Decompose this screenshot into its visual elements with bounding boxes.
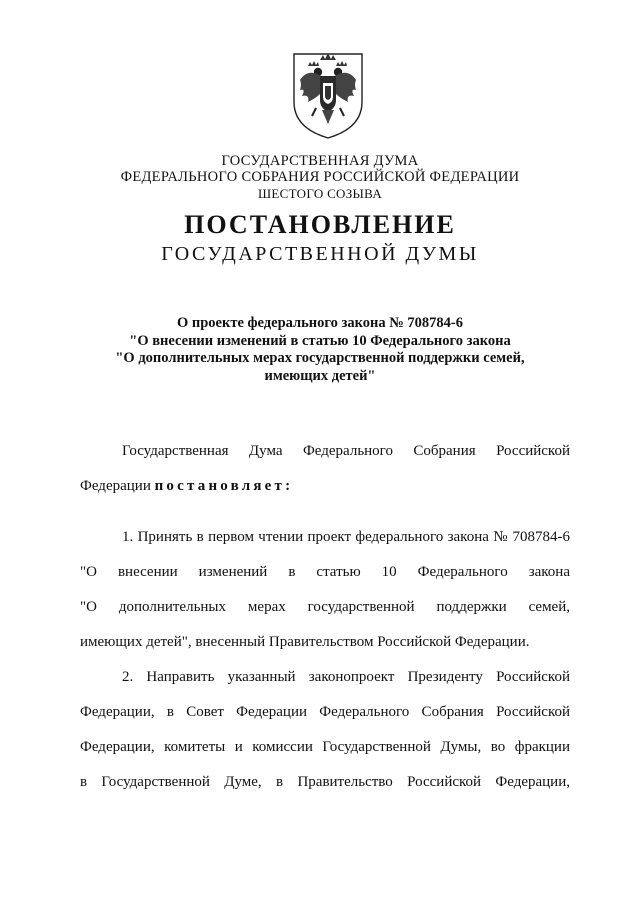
convocation-label: ШЕСТОГО СОЗЫВА bbox=[257, 186, 383, 201]
paragraph-line: Федерации, в Совет Федерации Федерального Собрания Российской bbox=[80, 704, 570, 720]
paragraph-line: 2. Направить указанный законопроект Президенту Российской bbox=[122, 669, 570, 685]
subject-line: "О внесении изменений в статью 10 Федерального закона bbox=[129, 332, 511, 349]
document-issuer-title: ГОСУДАРСТВЕННОЙ ДУМЫ bbox=[161, 243, 479, 265]
coat-of-arms-icon bbox=[290, 50, 366, 140]
paragraph-line: имеющих детей", внесенный Правительством Российской Федерации. bbox=[80, 634, 530, 650]
resolution-item-1 bbox=[80, 520, 570, 660]
document-type-title: ПОСТАНОВЛЕНИЕ bbox=[184, 210, 456, 239]
preamble-text: Федерации bbox=[80, 478, 155, 494]
org-name-line2: ФЕДЕРАЛЬНОГО СОБРАНИЯ РОССИЙСКОЙ ФЕДЕРАЦИИ bbox=[120, 169, 520, 185]
operative-word: постановляет: bbox=[154, 478, 294, 494]
resolution-subject bbox=[0, 315, 640, 385]
paragraph-line: в Государственной Думе, в Правительство Российской Федерации, bbox=[80, 774, 570, 790]
preamble-line: Государственная Дума Федерального Собрания Российской bbox=[122, 443, 570, 459]
subject-line: "О дополнительных мерах государственной поддержки семей, bbox=[115, 350, 525, 366]
preamble-line bbox=[80, 469, 570, 504]
org-name-line1: ГОСУДАРСТВЕННАЯ ДУМА bbox=[221, 153, 419, 169]
paragraph-line: Федерации, комитеты и комиссии Государственной Думы, во фракции bbox=[80, 739, 570, 755]
paragraph-line: 1. Принять в первом чтении проект федерального закона № 708784-6 bbox=[122, 529, 570, 545]
preamble bbox=[80, 434, 570, 504]
resolution-item-2 bbox=[80, 660, 570, 800]
paragraph-line: "О внесении изменений в статью 10 Федерального закона bbox=[80, 564, 570, 580]
subject-line: О проекте федерального закона № 708784-6 bbox=[176, 315, 464, 331]
subject-line: имеющих детей" bbox=[264, 367, 376, 384]
paragraph-line: "О дополнительных мерах государственной поддержки семей, bbox=[80, 599, 570, 615]
